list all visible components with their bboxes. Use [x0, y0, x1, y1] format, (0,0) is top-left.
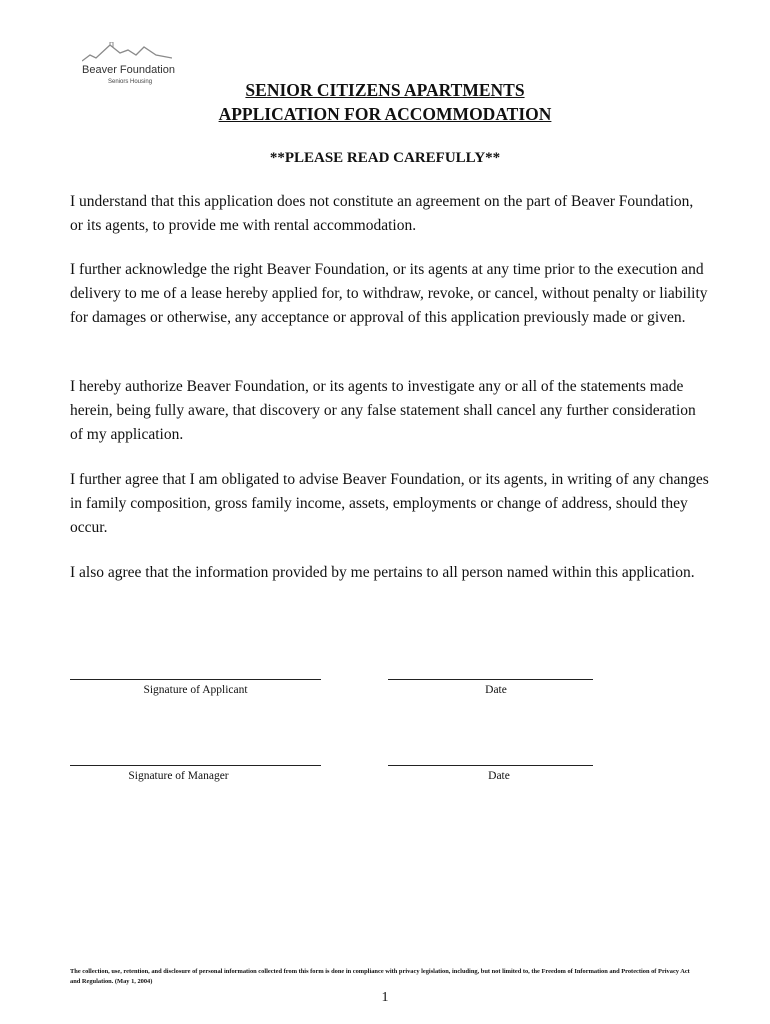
- applicant-date-label: Date: [485, 684, 507, 696]
- house-rooftops-icon: [82, 42, 172, 64]
- paragraph-authorize-investigation: I hereby authorize Beaver Foundation, or its agents to investigate any or all of the statements made herein, being fully aware, that discovery or any false statement shall cancel any further consideration of my application.: [70, 378, 696, 443]
- title-line-2: APPLICATION FOR ACCOMMODATION: [218, 104, 552, 124]
- applicant-date-field[interactable]: [388, 679, 593, 680]
- title-line-1: SENIOR CITIZENS APARTMENTS: [245, 80, 525, 100]
- paragraph-right-to-withdraw: I further acknowledge the right Beaver Foundation, or its agents at any time prior to the execution and delivery to me of a lease hereby applied for, to withdraw, revoke, or cancel, without penalty or liability for damages or otherwise, any acceptance or approval of this application previously made or given.: [70, 261, 708, 326]
- read-carefully-notice: **PLEASE READ CAREFULLY**: [269, 150, 501, 166]
- applicant-signature-label: Signature of Applicant: [143, 684, 248, 696]
- logo-name: Beaver Foundation: [82, 64, 175, 76]
- manager-signature-label: Signature of Manager: [128, 770, 229, 782]
- applicant-signature-field[interactable]: [70, 679, 321, 680]
- logo-subtitle: Seniors Housing: [108, 79, 153, 85]
- paragraph-information-pertains: I also agree that the information provided by me pertains to all person named within this application.: [70, 564, 695, 581]
- privacy-footnote: The collection, use, retention, and disclosure of personal information collected from this form is done in compliance with privacy legislation, including, but not limited to, the Freedom of Information and Protection of Privacy Act and Regulation. (May 1, 2004): [70, 968, 690, 985]
- paragraph-obligation-to-advise: I further agree that I am obligated to advise Beaver Foundation, or its agents, in writing of any changes in family composition, gross family income, assets, employments or change of address, should they occur.: [70, 471, 709, 536]
- paragraph-no-agreement: I understand that this application does not constitute an agreement on the part of Beaver Foundation, or its agents, to provide me with rental accommodation.: [70, 193, 694, 234]
- manager-date-label: Date: [488, 770, 510, 782]
- page-number: 1: [381, 990, 389, 1005]
- manager-date-field[interactable]: [388, 765, 593, 766]
- manager-signature-field[interactable]: [70, 765, 321, 766]
